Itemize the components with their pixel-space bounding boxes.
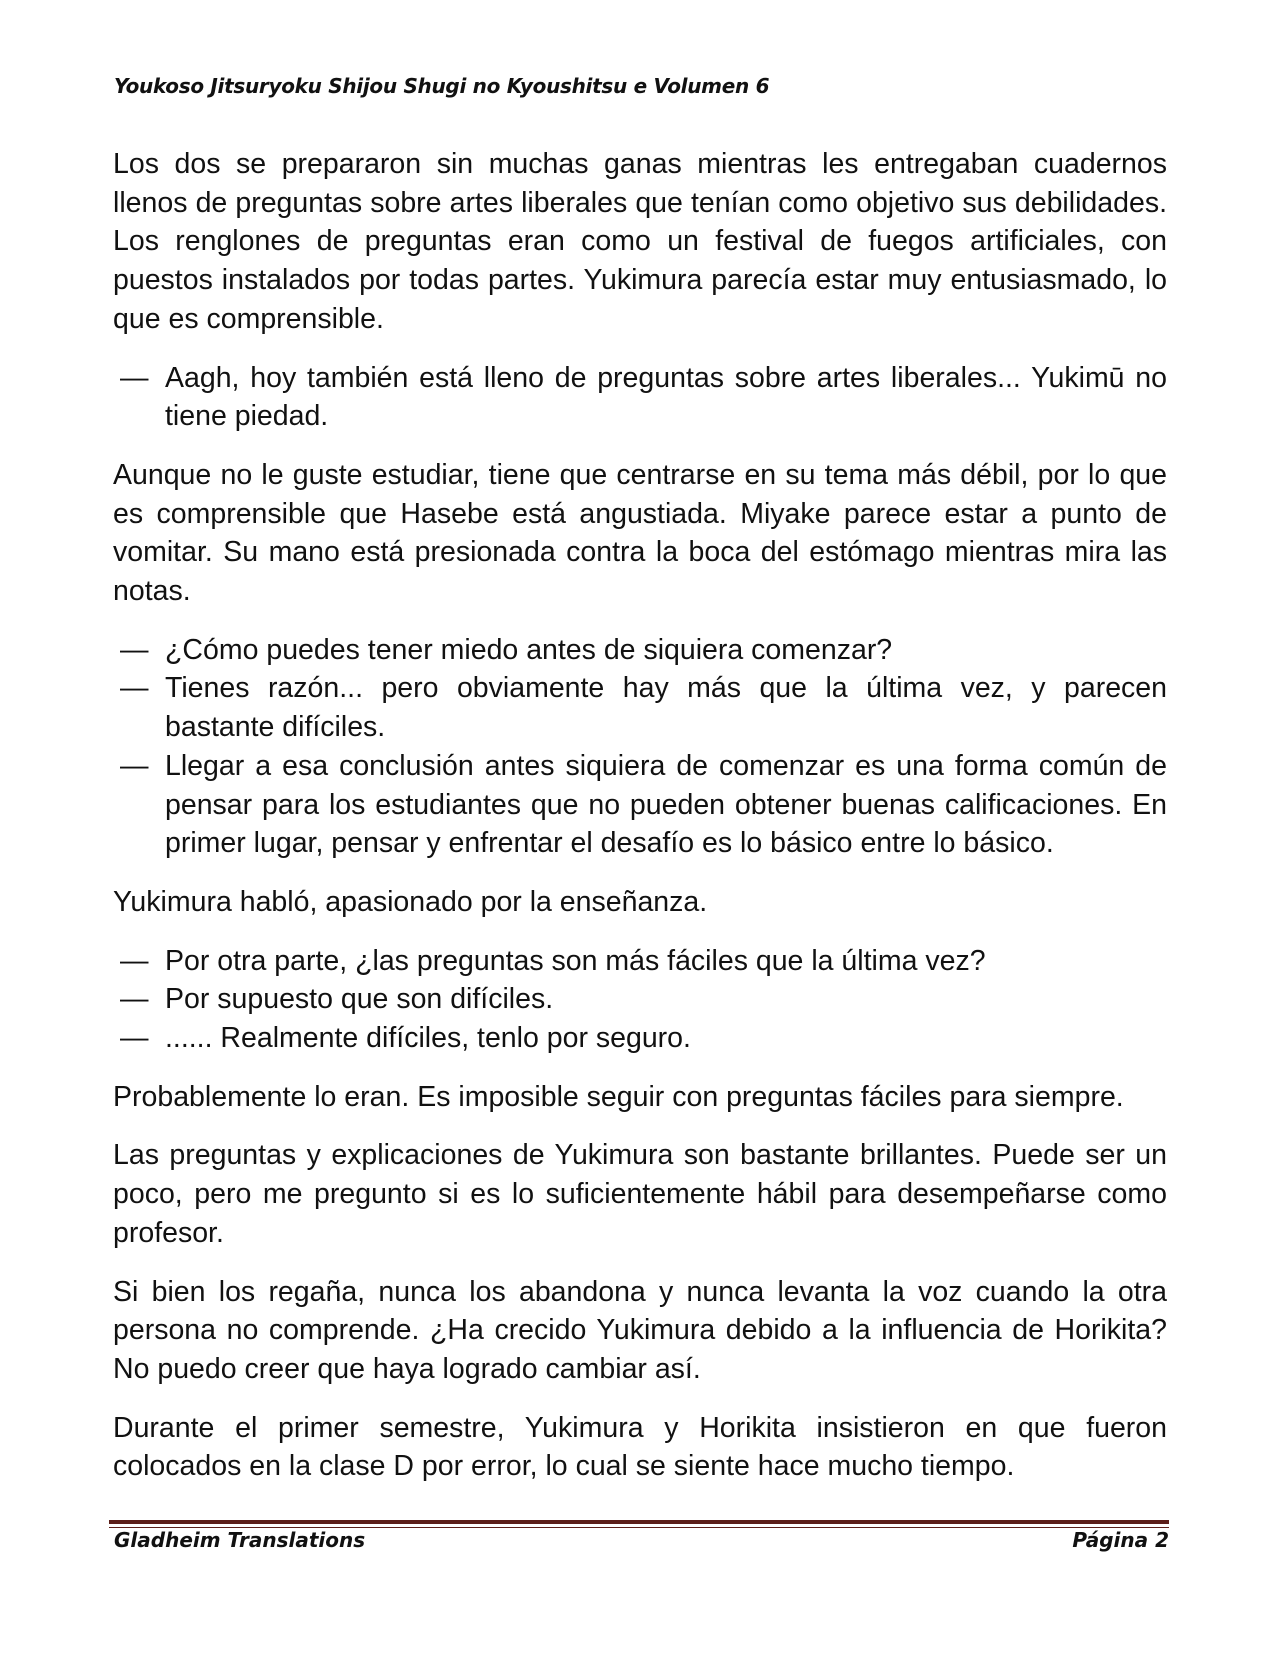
dialogue-text: Por otra parte, ¿las preguntas son más fáciles que la última vez? [165, 944, 986, 977]
paragraph: Probablemente lo eran. Es imposible seguir con preguntas fáciles para siempre. [113, 1080, 1124, 1113]
dialogue-text: Llegar a esa conclusión antes siquiera de comenzar es una forma común de pensar para los estudiantes que no pueden obtener buenas calificaciones. En primer lugar, pensar y enfrentar el desafío es lo básico entre lo básico. [165, 749, 1167, 860]
page-number: Página 2 [1072, 1528, 1169, 1552]
paragraph: Las preguntas y explicaciones de Yukimura son bastante brillantes. Puede ser un poco, pero me pregunto si es lo suficientemente hábil para desempeñarse como profesor. [113, 1139, 1167, 1249]
dialogue-line [120, 942, 1167, 981]
dialogue-text: Aagh, hoy también está lleno de preguntas sobre artes liberales... Yukimū no tiene piedad. [165, 361, 1167, 433]
em-dash: — [120, 749, 149, 782]
em-dash: — [120, 361, 149, 394]
paragraph: Yukimura habló, apasionado por la enseñanza. [113, 885, 708, 918]
dialogue-line [120, 747, 1167, 863]
footer-rule-thick [109, 1520, 1169, 1524]
paragraph: Los dos se prepararon sin muchas ganas mientras les entregaban cuadernos llenos de preguntas sobre artes liberales que tenían como objetivo sus debilidades. Los renglones de preguntas eran como un festival de fuegos artificiales, con puestos instalados por todas partes. Yukimura parecía estar muy entusiasmado, lo que es comprensible. [113, 148, 1167, 335]
dialogue-line [120, 359, 1167, 436]
dialogue-text: Por supuesto que son difíciles. [165, 983, 554, 1016]
dialogue-text: ...... Realmente difíciles, tenlo por seguro. [165, 1022, 691, 1055]
page-body [113, 145, 1167, 1506]
footer-credit: Gladheim Translations [114, 1528, 366, 1552]
dialogue-line [120, 1019, 1167, 1058]
em-dash: — [120, 983, 149, 1016]
footer-rule [109, 1520, 1169, 1528]
em-dash: — [120, 672, 149, 705]
em-dash: — [120, 633, 149, 666]
paragraph: Si bien los regaña, nunca los abandona y nunca levanta la voz cuando la otra persona no comprende. ¿Ha crecido Yukimura debido a la influencia de Horikita? No puedo creer que haya logrado cambiar así. [113, 1275, 1167, 1385]
paragraph: Aunque no le guste estudiar, tiene que centrarse en su tema más débil, por lo que es comprensible que Hasebe está angustiada. Miyake parece estar a punto de vomitar. Su mano está presionada contra la boca del estómago mientras mira las notas. [113, 458, 1167, 608]
dialogue-line [120, 980, 1167, 1019]
paragraph: Durante el primer semestre, Yukimura y Horikita insistieron en que fueron colocados en la clase D por error, lo cual se siente hace mucho tiempo. [113, 1411, 1167, 1483]
em-dash: — [120, 944, 149, 977]
em-dash: — [120, 1022, 149, 1055]
dialogue-line [120, 669, 1167, 746]
dialogue-block [113, 631, 1167, 863]
running-header: Youkoso Jitsuryoku Shijou Shugi no Kyoushitsu e Volumen 6 [114, 74, 770, 98]
dialogue-line [120, 631, 1167, 670]
dialogue-text: Tienes razón... pero obviamente hay más que la última vez, y parecen bastante difíciles. [165, 672, 1167, 744]
dialogue-text: ¿Cómo puedes tener miedo antes de siquiera comenzar? [165, 633, 893, 666]
dialogue-block [113, 359, 1167, 436]
dialogue-block [113, 942, 1167, 1058]
